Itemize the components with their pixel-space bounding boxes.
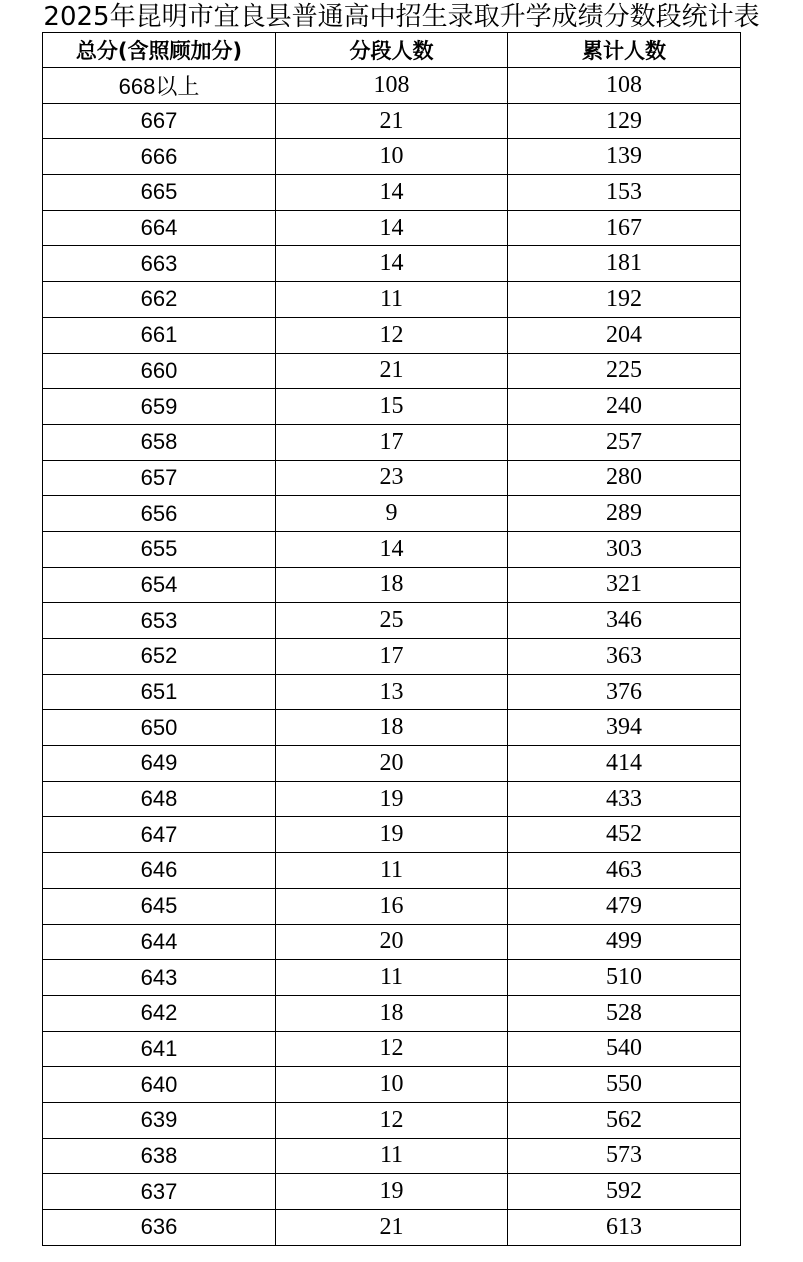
score-cell: 646 (43, 853, 276, 889)
column-header-cumulative-count: 累计人数 (508, 33, 741, 68)
table-row (43, 1174, 741, 1210)
score-cell: 656 (43, 496, 276, 532)
segment-count-cell: 19 (276, 781, 508, 817)
segment-count-cell: 11 (276, 960, 508, 996)
table-row (43, 68, 741, 104)
segment-count-cell: 13 (276, 674, 508, 710)
segment-count-cell: 14 (276, 531, 508, 567)
score-cell: 655 (43, 531, 276, 567)
table-header-row (43, 33, 741, 68)
score-cell: 647 (43, 817, 276, 853)
cumulative-count-cell: 289 (508, 496, 741, 532)
table-row (43, 567, 741, 603)
cumulative-count-cell: 153 (508, 175, 741, 211)
score-cell: 658 (43, 424, 276, 460)
segment-count-cell: 19 (276, 817, 508, 853)
score-cell: 639 (43, 1102, 276, 1138)
score-cell: 648 (43, 781, 276, 817)
score-cell: 654 (43, 567, 276, 603)
cumulative-count-cell: 280 (508, 460, 741, 496)
table-row (43, 496, 741, 532)
score-cell: 665 (43, 175, 276, 211)
cumulative-count-cell: 363 (508, 639, 741, 675)
segment-count-cell: 11 (276, 282, 508, 318)
table-row (43, 210, 741, 246)
segment-count-cell: 18 (276, 710, 508, 746)
table-row (43, 389, 741, 425)
score-cell: 664 (43, 210, 276, 246)
cumulative-count-cell: 204 (508, 317, 741, 353)
score-cell: 653 (43, 603, 276, 639)
table-row (43, 853, 741, 889)
segment-count-cell: 17 (276, 424, 508, 460)
score-cell: 662 (43, 282, 276, 318)
cumulative-count-cell: 129 (508, 103, 741, 139)
segment-count-cell: 11 (276, 853, 508, 889)
score-cell: 657 (43, 460, 276, 496)
segment-count-cell: 9 (276, 496, 508, 532)
score-cell: 663 (43, 246, 276, 282)
segment-count-cell: 19 (276, 1174, 508, 1210)
cumulative-count-cell: 192 (508, 282, 741, 318)
segment-count-cell: 12 (276, 1031, 508, 1067)
segment-count-cell: 14 (276, 246, 508, 282)
table-row (43, 353, 741, 389)
cumulative-count-cell: 225 (508, 353, 741, 389)
score-cell: 661 (43, 317, 276, 353)
segment-count-cell: 18 (276, 995, 508, 1031)
segment-count-cell: 23 (276, 460, 508, 496)
score-cell: 644 (43, 924, 276, 960)
cumulative-count-cell: 108 (508, 68, 741, 104)
segment-count-cell: 15 (276, 389, 508, 425)
cumulative-count-cell: 613 (508, 1210, 741, 1246)
score-cell: 668以上 (43, 68, 276, 104)
cumulative-count-cell: 550 (508, 1067, 741, 1103)
score-cell: 660 (43, 353, 276, 389)
score-cell: 659 (43, 389, 276, 425)
cumulative-count-cell: 479 (508, 888, 741, 924)
score-cell: 638 (43, 1138, 276, 1174)
cumulative-count-cell: 573 (508, 1138, 741, 1174)
score-cell: 641 (43, 1031, 276, 1067)
table-row (43, 1067, 741, 1103)
page-title: 2025年昆明市宜良县普通高中招生录取升学成绩分数段统计表 (43, 2, 760, 32)
cumulative-count-cell: 321 (508, 567, 741, 603)
score-distribution-table (42, 32, 741, 1246)
score-cell: 667 (43, 103, 276, 139)
cumulative-count-cell: 376 (508, 674, 741, 710)
table-row (43, 317, 741, 353)
cumulative-count-cell: 167 (508, 210, 741, 246)
score-cell: 637 (43, 1174, 276, 1210)
table-row (43, 175, 741, 211)
cumulative-count-cell: 414 (508, 746, 741, 782)
segment-count-cell: 20 (276, 746, 508, 782)
segment-count-cell: 25 (276, 603, 508, 639)
table-row (43, 1138, 741, 1174)
cumulative-count-cell: 528 (508, 995, 741, 1031)
table-row (43, 103, 741, 139)
table-row (43, 139, 741, 175)
segment-count-cell: 21 (276, 1210, 508, 1246)
table-row (43, 282, 741, 318)
segment-count-cell: 18 (276, 567, 508, 603)
cumulative-count-cell: 510 (508, 960, 741, 996)
table-row (43, 710, 741, 746)
score-cell: 643 (43, 960, 276, 996)
table-row (43, 246, 741, 282)
cumulative-count-cell: 181 (508, 246, 741, 282)
cumulative-count-cell: 139 (508, 139, 741, 175)
table-row (43, 995, 741, 1031)
cumulative-count-cell: 257 (508, 424, 741, 460)
score-cell: 640 (43, 1067, 276, 1103)
table-row (43, 924, 741, 960)
cumulative-count-cell: 463 (508, 853, 741, 889)
cumulative-count-cell: 562 (508, 1102, 741, 1138)
cumulative-count-cell: 394 (508, 710, 741, 746)
cumulative-count-cell: 499 (508, 924, 741, 960)
table-row (43, 960, 741, 996)
table-row (43, 1210, 741, 1246)
score-cell: 649 (43, 746, 276, 782)
score-cell: 666 (43, 139, 276, 175)
cumulative-count-cell: 452 (508, 817, 741, 853)
segment-count-cell: 21 (276, 103, 508, 139)
table-row (43, 639, 741, 675)
table-body (43, 68, 741, 1246)
score-cell: 645 (43, 888, 276, 924)
segment-count-cell: 14 (276, 210, 508, 246)
table-row (43, 460, 741, 496)
table-row (43, 1031, 741, 1067)
segment-count-cell: 10 (276, 139, 508, 175)
score-cell: 650 (43, 710, 276, 746)
score-cell: 642 (43, 995, 276, 1031)
segment-count-cell: 16 (276, 888, 508, 924)
table-row (43, 888, 741, 924)
score-cell: 636 (43, 1210, 276, 1246)
table-row (43, 603, 741, 639)
table-row (43, 531, 741, 567)
cumulative-count-cell: 540 (508, 1031, 741, 1067)
segment-count-cell: 14 (276, 175, 508, 211)
cumulative-count-cell: 346 (508, 603, 741, 639)
segment-count-cell: 11 (276, 1138, 508, 1174)
cumulative-count-cell: 303 (508, 531, 741, 567)
cumulative-count-cell: 592 (508, 1174, 741, 1210)
table-row (43, 781, 741, 817)
table-row (43, 674, 741, 710)
score-cell: 651 (43, 674, 276, 710)
segment-count-cell: 12 (276, 317, 508, 353)
segment-count-cell: 12 (276, 1102, 508, 1138)
column-header-total-score: 总分(含照顾加分) (43, 33, 276, 68)
segment-count-cell: 17 (276, 639, 508, 675)
table-row (43, 817, 741, 853)
segment-count-cell: 20 (276, 924, 508, 960)
column-header-segment-count: 分段人数 (276, 33, 508, 68)
score-cell: 652 (43, 639, 276, 675)
segment-count-cell: 108 (276, 68, 508, 104)
cumulative-count-cell: 240 (508, 389, 741, 425)
table-row (43, 746, 741, 782)
cumulative-count-cell: 433 (508, 781, 741, 817)
table-row (43, 1102, 741, 1138)
table-row (43, 424, 741, 460)
segment-count-cell: 21 (276, 353, 508, 389)
segment-count-cell: 10 (276, 1067, 508, 1103)
